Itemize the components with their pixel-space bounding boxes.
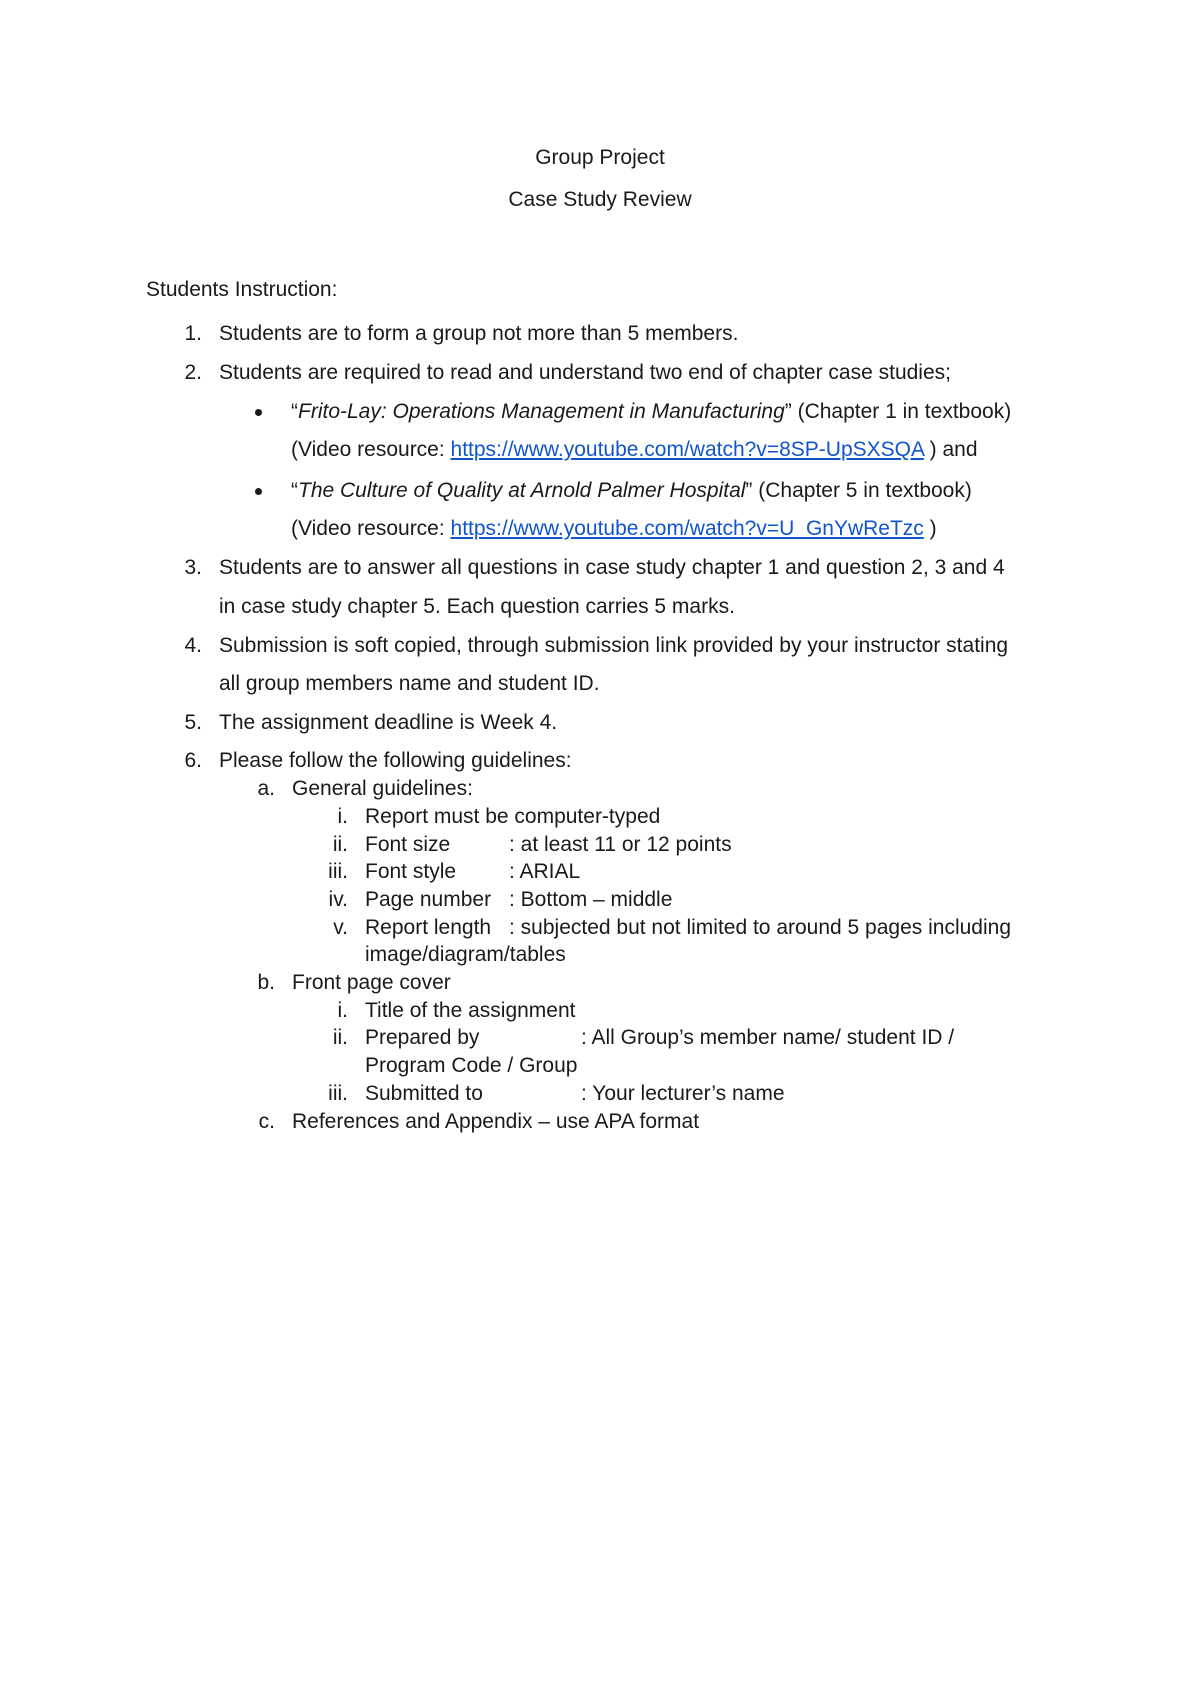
list-item-number: 6. — [184, 749, 202, 772]
roman-marker: ii. — [332, 833, 348, 856]
list-item: Students are to form a group not more than 5 members. — [219, 322, 739, 345]
guideline-item-value: : Your lecturer’s name — [581, 1082, 785, 1105]
guideline-item-value: : Bottom – middle — [509, 888, 673, 911]
guideline-item-value: : All Group’s member name/ student ID / — [581, 1026, 955, 1049]
guideline-item-label: Submitted to — [365, 1082, 483, 1105]
list-item-number: 5. — [184, 711, 202, 734]
open-quote: “ — [291, 400, 298, 423]
list-item-number: 2. — [184, 361, 202, 384]
bullet-icon — [255, 488, 262, 495]
list-item: Students are required to read and understand two end of chapter case studies; — [219, 361, 951, 384]
list-item: Students are to answer all questions in case study chapter 1 and question 2, 3 and 4 — [219, 556, 1005, 579]
list-item-number: 1. — [184, 322, 202, 345]
document-subtitle: Case Study Review — [508, 188, 692, 211]
guideline-item: Report must be computer-typed — [365, 805, 661, 828]
video-link[interactable]: https://www.youtube.com/watch?v=8SP-UpSXSQA — [450, 438, 924, 461]
roman-marker: ii. — [332, 1026, 348, 1049]
list-item: Submission is soft copied, through submission link provided by your instructor stating — [219, 634, 1009, 657]
roman-marker: iv. — [328, 888, 348, 911]
case-study-chapter: ” (Chapter 5 in textbook) — [745, 479, 972, 502]
guideline-general: General guidelines: — [292, 777, 473, 800]
guideline-references: References and Appendix – use APA format — [292, 1110, 700, 1133]
guideline-item-label: Font size — [365, 833, 451, 856]
open-quote: “ — [291, 479, 298, 502]
guideline-item-label: Report length — [365, 916, 492, 939]
instructions-heading: Students Instruction: — [146, 278, 338, 301]
roman-marker: v. — [333, 916, 348, 939]
video-resource-1 — [291, 438, 978, 462]
guideline-item-value: : ARIAL — [509, 860, 581, 883]
list-item-number: 4. — [184, 634, 202, 657]
roman-marker: i. — [337, 805, 348, 828]
case-study-chapter: ” (Chapter 1 in textbook) — [784, 400, 1012, 423]
video-suffix: ) — [923, 517, 937, 540]
list-item-continuation: in case study chapter 5. Each question carries 5 marks. — [219, 595, 735, 618]
sublist-marker: c. — [258, 1110, 275, 1133]
list-item: Please follow the following guidelines: — [219, 749, 572, 772]
list-item: The assignment deadline is Week 4. — [219, 711, 558, 734]
guideline-item-continuation: image/diagram/tables — [365, 943, 566, 966]
guideline-item-value: : subjected but not limited to around 5 pages including — [509, 916, 1012, 939]
sublist-marker: b. — [257, 971, 275, 994]
bullet-icon — [255, 409, 262, 416]
video-suffix: ) and — [923, 438, 978, 461]
guideline-front-page: Front page cover — [292, 971, 451, 994]
case-study-title: Frito-Lay: Operations Management in Manufacturing — [298, 400, 785, 423]
video-prefix: (Video resource: — [291, 438, 451, 461]
guideline-item-label: Font style — [365, 860, 457, 883]
roman-marker: iii. — [328, 1082, 348, 1105]
case-study-title: The Culture of Quality at Arnold Palmer Hospital — [298, 479, 746, 502]
guideline-item-label: Page number — [365, 888, 492, 911]
video-link[interactable]: https://www.youtube.com/watch?v=U_GnYwReTzc — [450, 517, 924, 540]
video-resource-2 — [291, 517, 937, 541]
list-item-continuation: all group members name and student ID. — [219, 672, 600, 695]
document-title: Group Project — [535, 146, 665, 169]
case-study-1 — [291, 400, 1011, 424]
guideline-item-continuation: Program Code / Group — [365, 1054, 578, 1077]
guideline-item-label: Prepared by — [365, 1026, 480, 1049]
roman-marker: i. — [337, 999, 348, 1022]
list-item-number: 3. — [184, 556, 202, 579]
guideline-item-value: : at least 11 or 12 points — [509, 833, 732, 856]
case-study-2 — [291, 479, 972, 503]
guideline-item: Title of the assignment — [365, 999, 576, 1022]
sublist-marker: a. — [257, 777, 275, 800]
roman-marker: iii. — [328, 860, 348, 883]
video-prefix: (Video resource: — [291, 517, 451, 540]
